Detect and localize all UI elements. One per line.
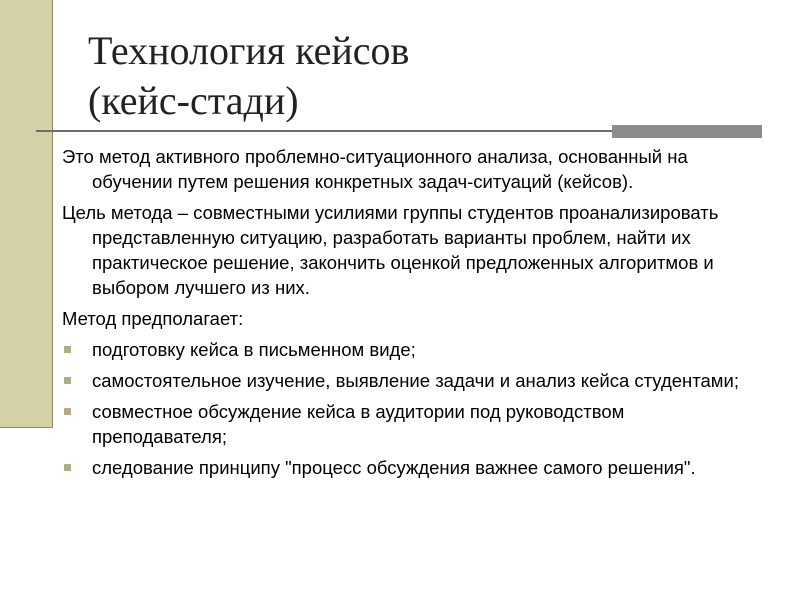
paragraph-definition: Это метод активного проблемно-ситуационного анализа, основанный на обучении путем решения конкретных задач-ситуаций (кейсов). [62,146,688,192]
paragraph-goal: Цель метода – совместными усилиями группы студентов проанализировать представленную ситуацию, разработать варианты проблем, найти их практическое решение, закончить оценкой предложенных алгоритмов и выбором лучшего из них. [62,202,719,298]
list-item-text: подготовку кейса в письменном виде; [92,339,416,360]
square-bullet-icon [64,408,71,415]
list-item-text: самостоятельное изучение, выявление задачи и анализ кейса студентами; [92,370,739,391]
list-item [62,455,762,480]
list-item [62,368,762,393]
bullet-list [62,337,762,480]
list-item-text: следование принципу "процесс обсуждения важнее самого решения". [92,457,696,478]
square-bullet-icon [64,346,71,353]
list-item [62,399,762,449]
list-item [62,337,762,362]
list-item-text: совместное обсуждение кейса в аудитории под руководством преподавателя; [92,401,625,447]
title-divider-thin [36,130,616,132]
slide-title: Технология кейсов (кейс-стади) [88,28,410,123]
square-bullet-icon [64,464,71,471]
slide-body [62,144,762,486]
side-decor-line [52,0,53,428]
paragraph-method-intro: Метод предполагает: [62,308,244,329]
square-bullet-icon [64,377,71,384]
title-divider-thick [612,125,762,138]
side-decor-band [0,0,52,428]
side-decor-tick [0,427,52,428]
